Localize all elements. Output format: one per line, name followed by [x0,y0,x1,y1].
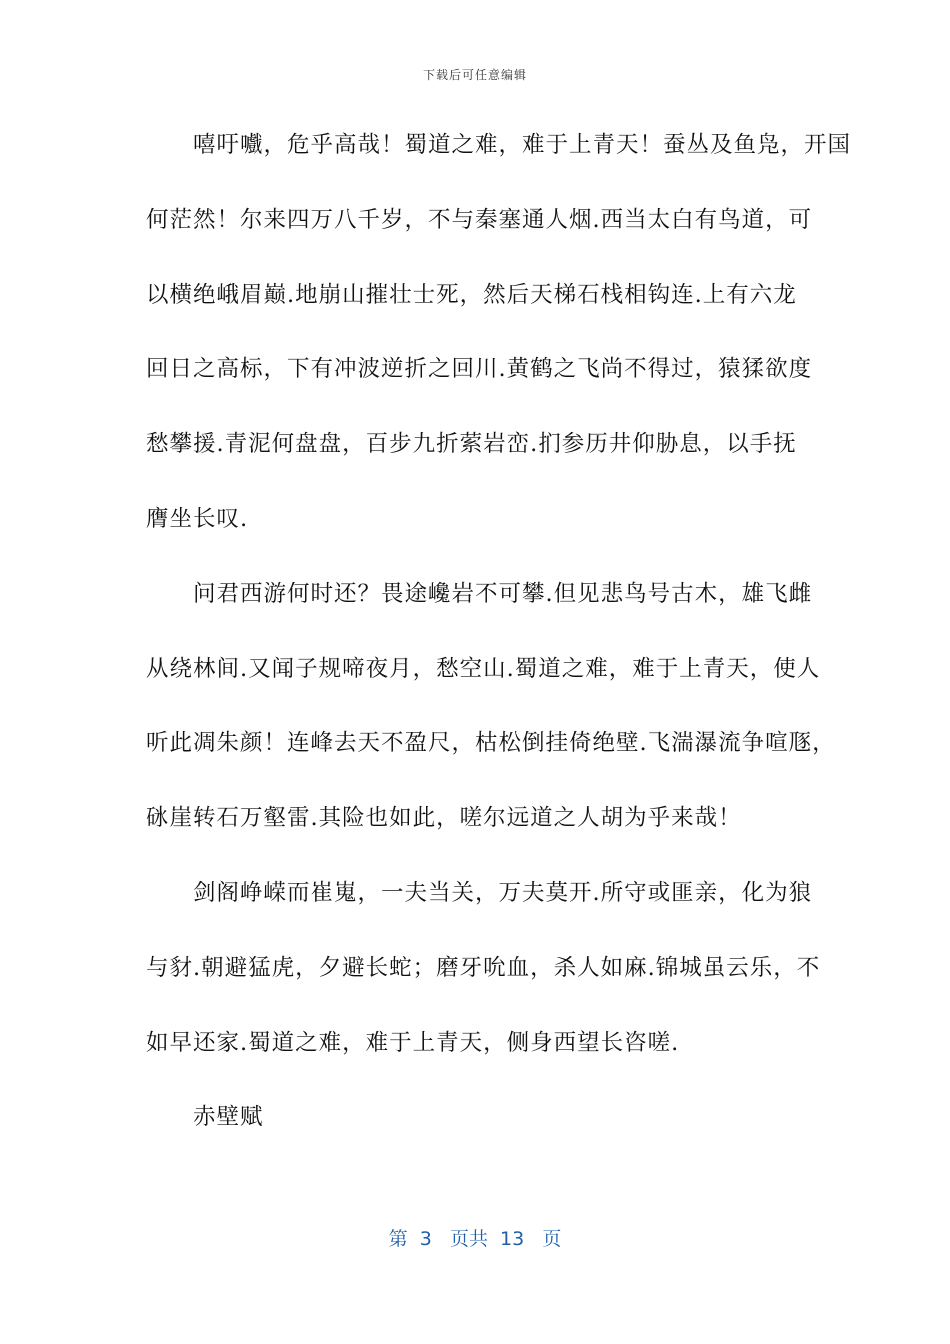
paragraph-line: 愁攀援.青泥何盘盘，百步九折萦岩峦.扪参历井仰胁息，以手抚 [146,431,797,458]
paragraph-line: 回日之高标，下有冲波逆折之回川.黄鹤之飞尚不得过，猿猱欲度 [146,356,813,383]
paragraph-line: 膺坐长叹. [146,505,249,532]
document-body [146,108,852,1155]
paragraph-line: 剑阁峥嵘而崔嵬，一夫当关，万夫莫开.所守或匪亲，化为狼 [193,879,813,906]
paragraph-line: 如早还家.蜀道之难，难于上青天，侧身西望长咨嗟. [146,1029,680,1056]
paragraph-line: 听此凋朱颜！连峰去天不盈尺，枯松倒挂倚绝壁.飞湍瀑流争喧豗， [146,730,836,757]
paragraph-line: 砯崖转石万壑雷.其险也如此，嗟尔远道之人胡为乎来哉！ [146,805,742,832]
paragraph-line: 何茫然！尔来四万八千岁，不与秦塞通人烟.西当太白有鸟道，可 [146,206,813,233]
paragraph-line: 嘻吁嚱，危乎高哉！蜀道之难，难于上青天！蚕丛及鱼凫，开国 [193,132,852,158]
paragraph-line: 问君西游何时还？畏途巉岩不可攀.但见悲鸟号古木，雄飞雌 [193,580,813,607]
paragraph-line: 与豺.朝避猛虎，夕避长蛇；磨牙吮血，杀人如麻.锦城虽云乐，不 [146,954,821,981]
page-header: 下载后可任意编辑 [422,68,527,82]
paragraph-line: 从绕林间.又闻子规啼夜月，愁空山.蜀道之难，难于上青天，使人 [146,655,821,682]
section-title: 赤壁赋 [193,1104,264,1131]
page-footer: 第 3 页共 13 页 [388,1228,562,1250]
paragraph-line: 以横绝峨眉巅.地崩山摧壮士死，然后天梯石栈相钩连.上有六龙 [146,281,797,308]
